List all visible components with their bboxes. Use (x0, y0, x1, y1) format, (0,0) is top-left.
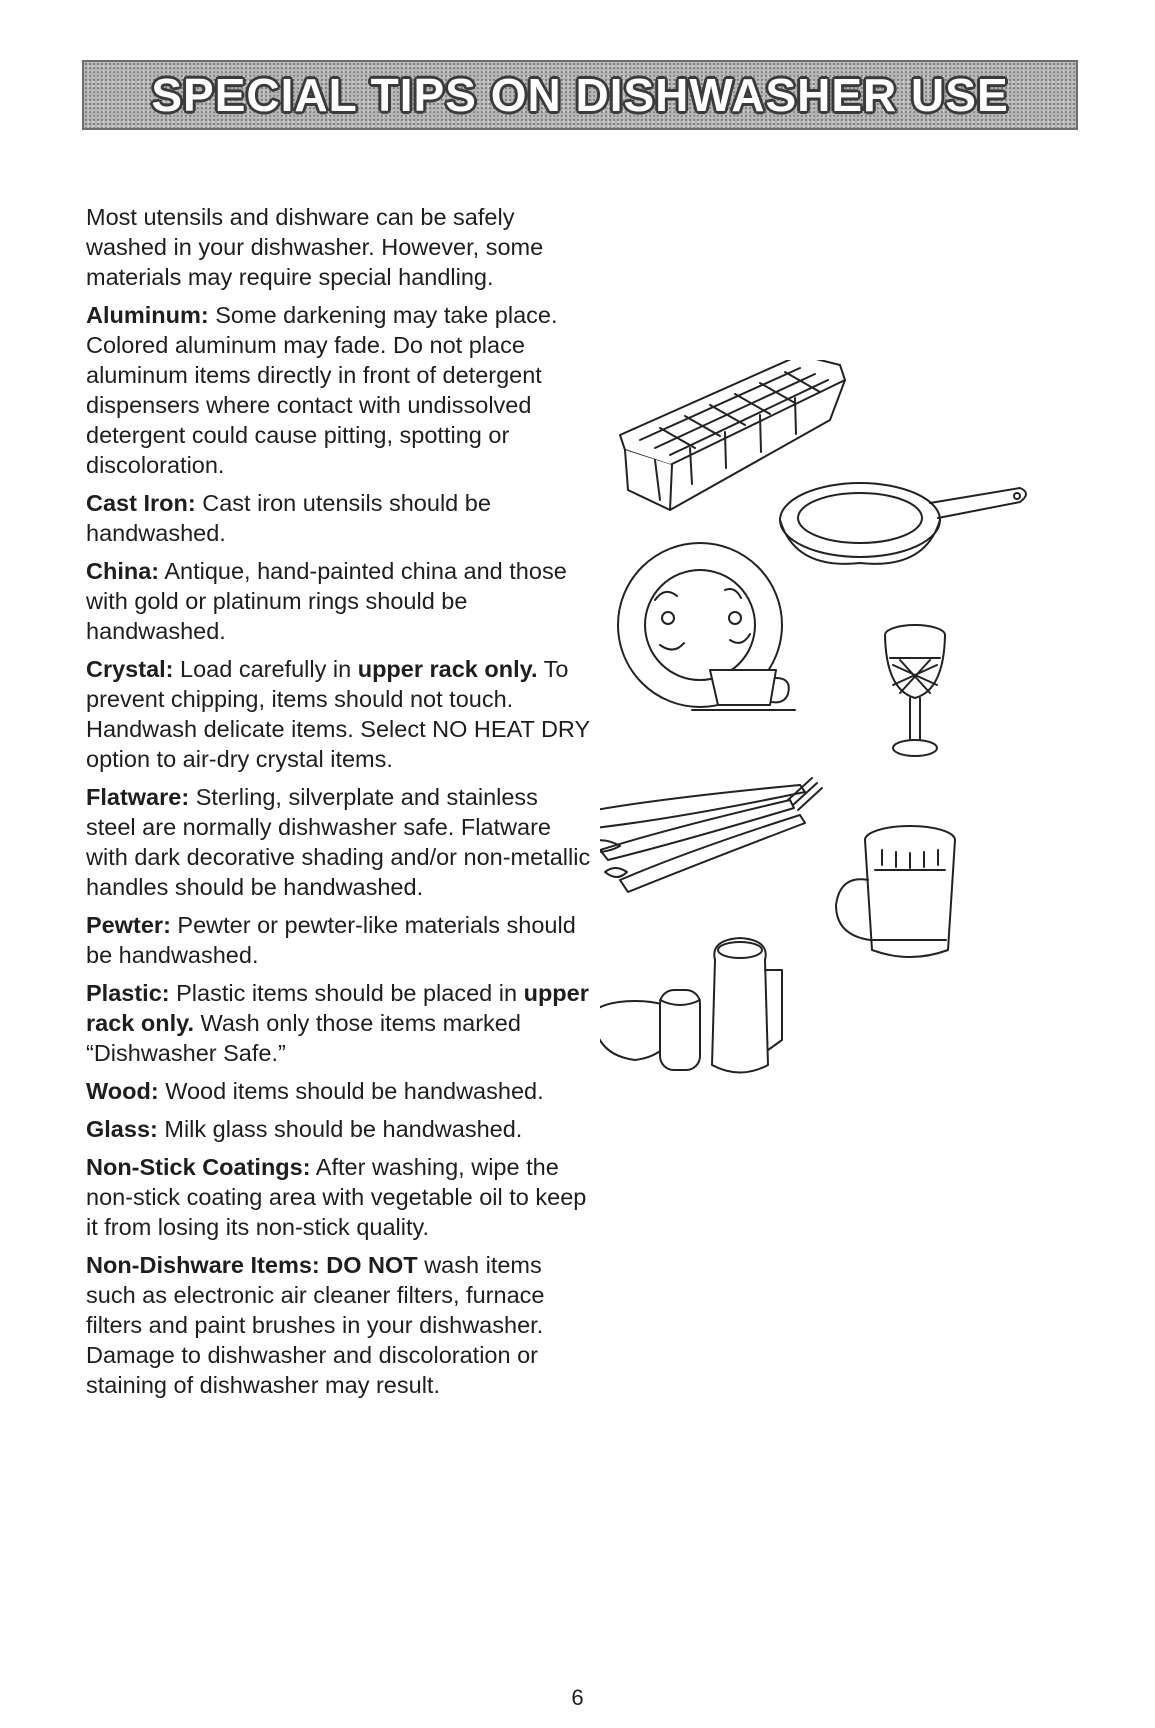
tip-text: Wash only those items marked “Dishwasher Safe.” (86, 1010, 521, 1066)
tip-text: Pewter or pewter-like materials should be handwashed. (86, 912, 576, 968)
tip-china (86, 556, 591, 646)
tip-text: wash items such as electronic air cleaner filters, furnace filters and paint brushes in your dishwasher. Damage to dishwasher and discoloration or staining of dishwasher may result. (86, 1252, 545, 1398)
tip-label: Non-Stick Coatings: (86, 1154, 311, 1180)
tip-text: Cast iron utensils should be handwashed. (86, 490, 491, 546)
tip-text: Some darkening may take place. Colored aluminum may fade. Do not place aluminum items directly in front of detergent dispensers where contact with undissolved detergent could cause pitting, spotting or discoloration. (86, 302, 558, 478)
ice-cube-tray-illustration (620, 360, 845, 510)
tip-label: Non-Dishware Items: (86, 1252, 320, 1278)
tip-text: After washing, wipe the non-stick coating area with vegetable oil to keep it from losing its non-stick quality. (86, 1154, 587, 1240)
frying-pan-illustration (780, 483, 1026, 564)
tip-non-stick (86, 1152, 591, 1242)
tip-text: Wood items should be handwashed. (165, 1078, 544, 1104)
tip-aluminum (86, 300, 591, 480)
page-header-banner (82, 60, 1078, 130)
tip-non-dishware (86, 1250, 591, 1400)
flatware-illustration (600, 778, 822, 892)
tip-text: Milk glass should be handwashed. (164, 1116, 523, 1142)
plastic-containers-illustration (600, 938, 782, 1073)
tip-emphasis: DO NOT (326, 1252, 418, 1278)
tip-text: Load carefully in (180, 656, 352, 682)
tip-crystal (86, 654, 591, 774)
tip-text: To prevent chipping, items should not touch. Handwash delicate items. Select NO HEAT DRY option to air-dry crystal items. (86, 656, 590, 772)
coffee-pot-illustration (836, 826, 955, 957)
tip-text: Antique, hand-painted china and those with gold or platinum rings should be handwashed. (86, 558, 567, 644)
tip-label: Glass: (86, 1116, 158, 1142)
crystal-goblet-illustration (885, 625, 945, 756)
tip-label: China: (86, 558, 160, 584)
tip-pewter (86, 910, 591, 970)
page-title: SPECIAL TIPS ON DISHWASHER USE (151, 69, 1009, 121)
tip-plastic (86, 978, 591, 1068)
intro-paragraph: Most utensils and dishware can be safely washed in your dishwasher. However, some materials may require special handling. (86, 204, 544, 290)
tip-label: Plastic: (86, 980, 170, 1006)
tip-label: Crystal: (86, 656, 174, 682)
tip-cast-iron (86, 488, 591, 548)
tip-wood (86, 1076, 591, 1106)
tip-label: Wood: (86, 1078, 159, 1104)
tip-text: Sterling, silverplate and stainless steel are normally dishwasher safe. Flatware with dark decorative shading and/or non-metallic handles should be handwashed. (86, 784, 591, 900)
tips-text-column (86, 202, 591, 1408)
tip-emphasis: upper rack only. (357, 656, 538, 682)
tip-label: Pewter: (86, 912, 171, 938)
tip-glass (86, 1114, 591, 1144)
page-number: 6 (571, 1685, 584, 1710)
tip-emphasis: upper rack only. (86, 980, 589, 1036)
tip-label: Flatware: (86, 784, 190, 810)
tip-flatware (86, 782, 591, 902)
tip-label: Cast Iron: (86, 490, 196, 516)
dishware-illustrations (600, 360, 1120, 1190)
tip-text: Plastic items should be placed in (176, 980, 518, 1006)
tip-label: Aluminum: (86, 302, 209, 328)
